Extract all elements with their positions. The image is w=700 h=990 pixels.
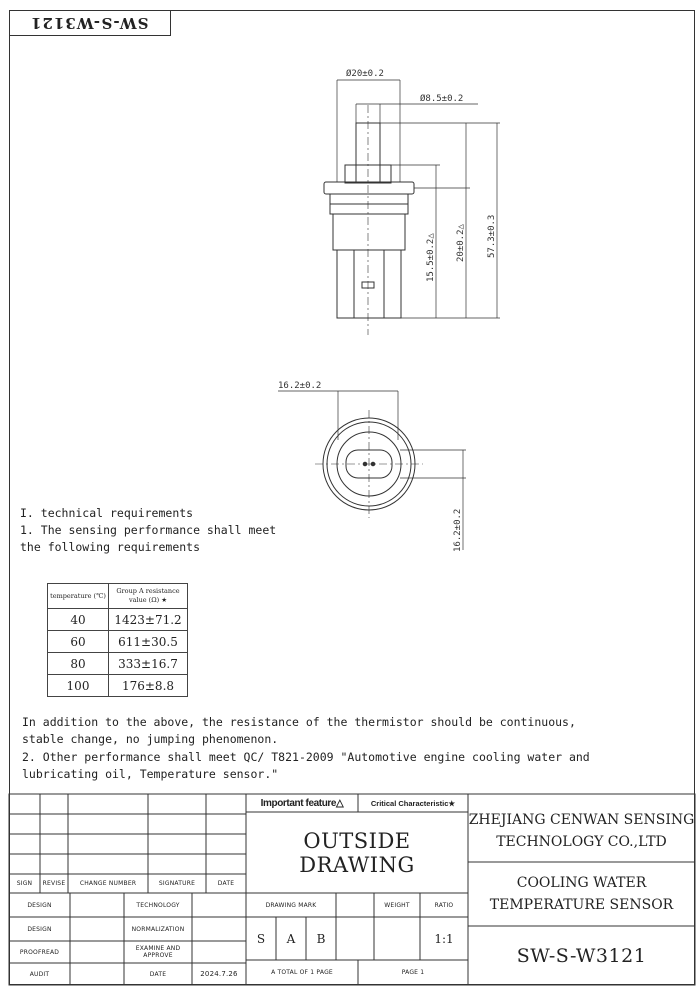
- dim-height-total: 57.3±0.3: [487, 214, 497, 258]
- label-ratio: RATIO: [434, 901, 454, 909]
- cell-temp: 60: [48, 631, 109, 653]
- product-name-line1: COOLING WATER: [516, 875, 647, 891]
- cell-temp: 40: [48, 609, 109, 631]
- important-feature-label: Important feature△: [260, 797, 344, 809]
- drawing-number: SW-S-W3121: [516, 944, 647, 967]
- requirements-line1: 1. The sensing performance shall meet: [20, 523, 277, 537]
- dim-height-1: 15.5±0.2△: [426, 233, 436, 282]
- label-date: DATE: [217, 880, 235, 887]
- label-drawing-mark: DRAWING MARK: [265, 901, 317, 909]
- header-temperature: temperature (℃): [48, 584, 109, 609]
- critical-characteristic-label: Critical Characteristic★: [370, 798, 456, 808]
- label-date-2: DATE: [149, 970, 167, 978]
- label-design-2: DESIGN: [27, 925, 52, 933]
- dim-width-bottom: 16.2±0.2: [278, 381, 322, 391]
- label-normalization: NORMALIZATION: [131, 925, 185, 933]
- cell-temp: 100: [48, 675, 109, 697]
- cell-temp: 80: [48, 653, 109, 675]
- label-weight: WEIGHT: [384, 901, 410, 909]
- label-change-number: CHANGE NUMBER: [79, 880, 137, 887]
- company-name: [468, 800, 695, 862]
- mark-s: S: [256, 931, 266, 946]
- total-pages: A TOTAL OF 1 PAGE: [271, 969, 333, 976]
- company-name-line2: TECHNOLOGY CO.,LTD: [496, 834, 667, 850]
- note-line1: In addition to the above, the resistance of the thermistor should be continuous,: [22, 715, 576, 729]
- page-number: PAGE 1: [401, 969, 425, 976]
- drawing-kind-title: OUTSIDE DRAWING: [299, 828, 415, 877]
- label-technology: TECHNOLOGY: [136, 901, 180, 909]
- label-sign: SIGN: [16, 880, 33, 887]
- note-line4: lubricating oil, Temperature sensor.": [22, 767, 279, 781]
- label-examine-approve: EXAMINE AND APPROVE: [135, 945, 181, 959]
- date-value: 2024.7.26: [200, 970, 238, 978]
- header-resistance: Group A resistance value (Ω) ★: [109, 584, 188, 609]
- note-line2: stable change, no jumping phenomenon.: [22, 732, 279, 746]
- label-audit: AUDIT: [29, 970, 50, 978]
- label-revise: REVISE: [42, 880, 66, 887]
- dim-inner-dia: Ø8.5±0.2: [420, 94, 464, 104]
- mark-b: B: [316, 931, 326, 946]
- ratio-value: 1:1: [434, 931, 454, 946]
- dim-height-bottom: 16.2±0.2: [453, 508, 463, 552]
- cell-res: 611±30.5: [109, 631, 188, 653]
- corner-drawing-number-text: SW-S-W3121: [30, 13, 149, 32]
- label-proofread: PROOFREAD: [19, 948, 60, 956]
- note-line3: 2. Other performance shall meet QC/ T821-2009 "Automotive engine cooling water and: [22, 750, 590, 764]
- product-name: [468, 862, 695, 926]
- cell-res: 176±8.8: [109, 675, 188, 697]
- mark-a: A: [286, 931, 296, 946]
- cell-res: 1423±71.2: [109, 609, 188, 631]
- product-name-line2: TEMPERATURE SENSOR: [489, 897, 674, 913]
- requirements-line2: the following requirements: [20, 540, 201, 554]
- requirements-heading: I. technical requirements: [20, 506, 194, 520]
- cell-res: 333±16.7: [109, 653, 188, 675]
- dim-height-2: 20±0.2△: [456, 224, 466, 262]
- company-name-line1: ZHEJIANG CENWAN SENSING: [468, 812, 695, 828]
- dim-outer-dia: Ø20±0.2: [346, 69, 384, 79]
- label-design-1: DESIGN: [27, 901, 52, 909]
- label-signature: SIGNATURE: [158, 880, 196, 887]
